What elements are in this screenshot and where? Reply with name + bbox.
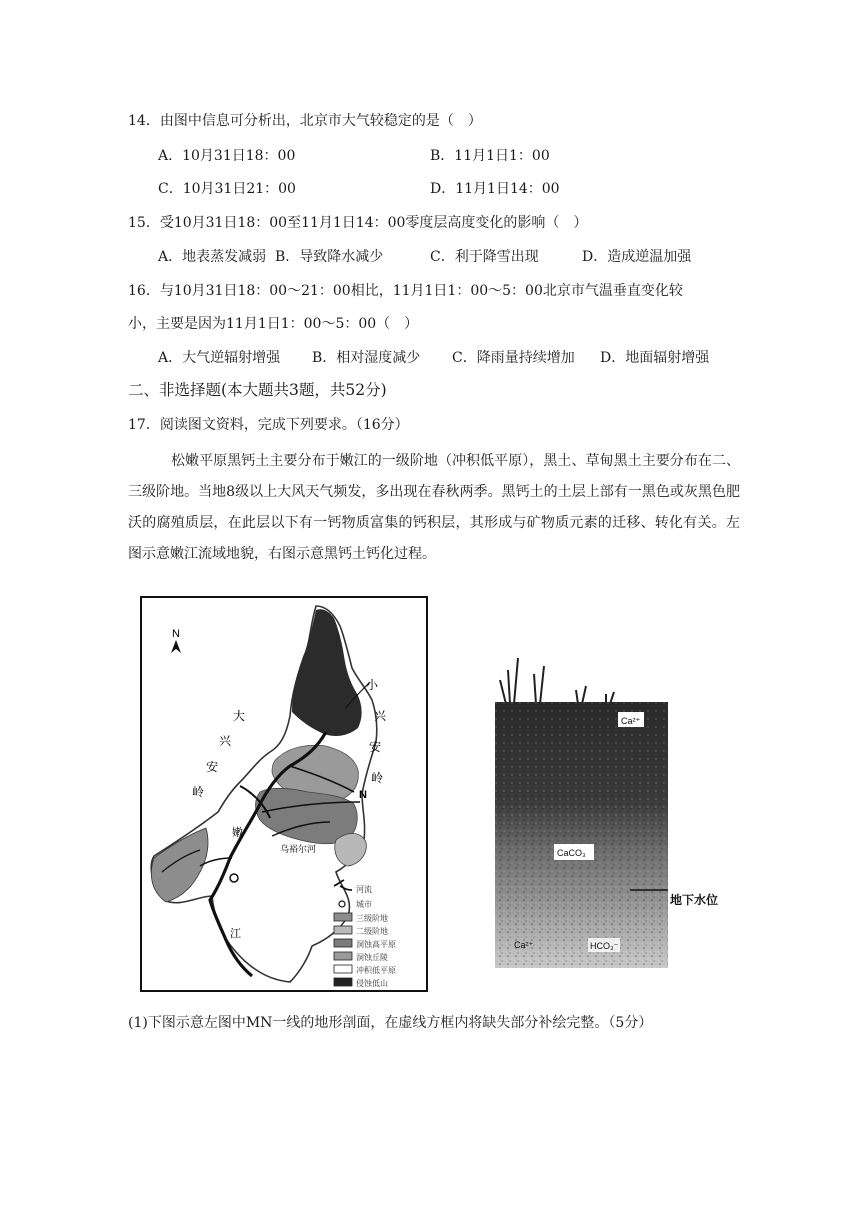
grass-plants	[500, 658, 614, 704]
question-15-option-d: D．造成逆温加强	[582, 249, 692, 265]
question-15-option-b: B．导致降水减少	[275, 249, 384, 265]
legend-terrace2: 二级阶地	[356, 927, 388, 936]
hco3-label: HCO₃⁻	[590, 941, 619, 951]
question-14-option-c: C．10月31日21：00	[158, 181, 296, 197]
question-17-sub1: (1)下图示意左图中MN一线的地形剖面，在虚线方框内将缺失部分补绘完整。（5分）	[128, 1015, 653, 1031]
label-n: N	[359, 789, 367, 801]
chernozem-calcification-figure	[490, 650, 725, 968]
legend-low-plain-swatch	[334, 965, 352, 973]
city-marker	[230, 874, 238, 882]
legend-terrace3: 三级阶地	[356, 914, 388, 923]
legend-low-mountain: 侵蚀低山	[356, 979, 388, 988]
label-da: 大	[232, 709, 246, 723]
label-xing-right: 兴	[373, 709, 387, 723]
legend-hill: 洞蚀丘陵	[356, 953, 388, 962]
question-14-option-d: D．11月1日14：00	[430, 181, 560, 197]
legend-city: 城市	[356, 900, 372, 909]
legend-terrace3-swatch	[334, 913, 352, 921]
label-ling-left: 岭	[191, 785, 205, 799]
question-16-option-b: B．相对湿度减少	[312, 350, 421, 366]
label-xing-left: 兴	[218, 734, 232, 748]
ca-bottom-label: Ca²⁺	[514, 940, 534, 950]
label-ling-right: 岭	[370, 771, 384, 785]
legend-hill-swatch	[334, 952, 352, 960]
legend-high-plain-swatch	[334, 939, 352, 947]
label-nen: 嫩	[232, 826, 243, 839]
question-14-stem: 14．由图中信息可分析出，北京市大气较稳定的是（ ）	[128, 113, 482, 129]
north-label: N	[172, 628, 180, 640]
question-16-option-c: C．降雨量持续增加	[452, 350, 575, 366]
legend-low-plain: 冲积低平原	[356, 966, 396, 975]
label-xiao: 小	[365, 678, 379, 692]
question-17-paragraph: 松嫩平原黑钙土主要分布于嫩江的一级阶地（冲积低平原），黑土、草甸黑土主要分布在二、三级阶地。当地8级以上大风天气频发，多出现在春秋两季。黑钙土的土层上部有一黑色或灰黑色肥沃的腐殖质层，在此层以下有一钙物质富集的钙积层，其形成与矿物质元素的迁移、转化有关。左图示意嫩江流域地貌，右图示意黑钙土钙化过程。	[128, 453, 740, 562]
question-15-option-c: C．利于降雪出现	[430, 249, 539, 265]
question-16-stem-line1: 16．与10月31日18：00～21：00相比，11月1日1：00～5：00北京市气温垂直变化较	[128, 283, 683, 299]
question-16-stem-line2: 小，主要是因为11月1日1：00～5：00（ ）	[128, 316, 419, 332]
caco3-label: CaCO₃	[557, 848, 586, 858]
legend-city-icon	[339, 901, 345, 907]
label-jiang: 江	[230, 927, 241, 940]
label-an-left: 安	[205, 760, 219, 774]
ca-label: Ca²⁺	[621, 716, 641, 726]
soil-texture	[495, 702, 668, 968]
label-wuyuer: 乌裕尔河	[280, 845, 317, 855]
legend-river: 河流	[356, 885, 372, 894]
label-an-right: 安	[368, 740, 382, 754]
question-16-option-a: A．大气逆辐射增强	[158, 350, 281, 366]
question-14-option-b: B．11月1日1：00	[430, 148, 550, 164]
nenjiang-basin-map	[140, 596, 428, 992]
question-16-option-d: D．地面辐射增强	[600, 350, 710, 366]
section-2-title: 二、非选择题(本大题共3题，共52分)	[128, 381, 387, 399]
question-17-stem: 17．阅读图文资料，完成下列要求。（16分）	[128, 417, 409, 433]
legend-high-plain: 洞蚀高平原	[356, 940, 396, 949]
groundwater-label: 地下水位	[670, 893, 719, 907]
legend-low-mountain-swatch	[334, 978, 352, 986]
question-15-stem: 15．受10月31日18：00至11月1日14：00零度层高度变化的影响（ ）	[128, 215, 588, 231]
legend-terrace2-swatch	[334, 926, 352, 934]
question-15-option-a: A．地表蒸发减弱	[158, 249, 267, 265]
question-14-option-a: A．10月31日18：00	[158, 148, 296, 164]
